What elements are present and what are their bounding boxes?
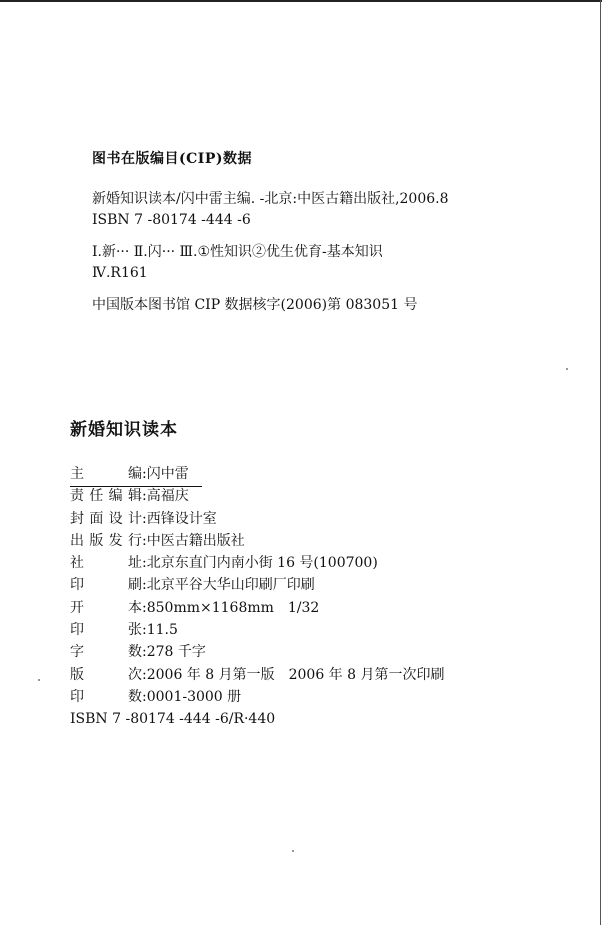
imprint-row-publisher: 出版发行 : 中医古籍出版社 (70, 530, 540, 552)
imprint-row-format: 开 本 : 850mm×1168mm 1/32 (70, 597, 540, 619)
scan-speck (38, 679, 40, 681)
imprint-value: 850mm×1168mm 1/32 (146, 599, 320, 616)
cip-bibliographic-line: 新婚知识读本/闪中雷主编. -北京:中医古籍出版社,2006.8 (92, 191, 449, 207)
imprint-row-edition: 版 次 : 2006 年 8 月第一版 2006 年 8 月第一次印刷 (70, 664, 540, 686)
imprint-block (70, 463, 540, 731)
imprint-label: 主 编 (70, 466, 142, 482)
book-title: 新婚知识读本 (70, 420, 178, 440)
imprint-label: 印 刷 (70, 577, 142, 594)
imprint-row-cover-design: 封面设计 : 西锋设计室 (70, 508, 540, 530)
imprint-value: 北京东直门内南小街 16 号(100700) (146, 555, 378, 572)
cip-record-number-line: 中国版本图书馆 CIP 数据核字(2006)第 083051 号 (92, 297, 418, 313)
imprint-label: 社 址 (70, 555, 142, 572)
imprint-row-print-run: 印 数 : 0001-3000 册 (70, 686, 540, 708)
imprint-row-word-count: 字 数 : 278 千字 (70, 641, 540, 663)
cip-subject-line: Ⅰ.新··· Ⅱ.闪··· Ⅲ.①性知识②优生优育-基本知识 (92, 244, 383, 260)
imprint-value: 11.5 (146, 622, 178, 639)
imprint-row-address: 社 址 : 北京东直门内南小街 16 号(100700) (70, 552, 540, 574)
imprint-label: 封面设计 (70, 510, 142, 527)
imprint-value: 西锋设计室 (146, 510, 217, 527)
scan-speck (566, 368, 568, 370)
imprint-label: 开 本 (70, 599, 142, 616)
imprint-row-isbn (70, 708, 540, 730)
cip-block (92, 148, 582, 316)
imprint-label: 版 次 (70, 666, 142, 683)
imprint-value: 闪中雷 (146, 466, 189, 482)
cip-classification-line: Ⅳ.R161 (92, 265, 148, 281)
cip-isbn-line: ISBN 7 -80174 -444 -6 (92, 212, 251, 228)
isbn-full: ISBN 7 -80174 -444 -6/R·440 (70, 711, 276, 728)
page-top-edge (0, 0, 602, 2)
imprint-row-editor: 主 编 : 闪中雷 (70, 463, 540, 485)
imprint-row-responsible-editor: 责任编辑 : 高福庆 (70, 485, 540, 507)
imprint-value: 0001-3000 册 (146, 688, 242, 705)
imprint-value: 北京平谷大华山印刷厂印刷 (146, 577, 315, 594)
page-right-edge (600, 0, 601, 925)
imprint-row-printer: 印 刷 : 北京平谷大华山印刷厂印刷 (70, 574, 540, 596)
imprint-label: 印 数 (70, 688, 142, 705)
imprint-label: 出版发行 (70, 532, 142, 549)
imprint-label: 字 数 (70, 644, 142, 661)
imprint-label: 责任编辑 (70, 488, 142, 505)
scan-speck (292, 850, 294, 852)
imprint-row-sheets: 印 张 : 11.5 (70, 619, 540, 641)
imprint-value: 高福庆 (146, 488, 189, 505)
cip-heading: 图书在版编目(CIP)数据 (92, 151, 252, 167)
imprint-value: 中医古籍出版社 (146, 532, 245, 549)
imprint-value: 278 千字 (146, 644, 206, 661)
imprint-label: 印 张 (70, 622, 142, 639)
imprint-value: 2006 年 8 月第一版 2006 年 8 月第一次印刷 (146, 666, 445, 683)
